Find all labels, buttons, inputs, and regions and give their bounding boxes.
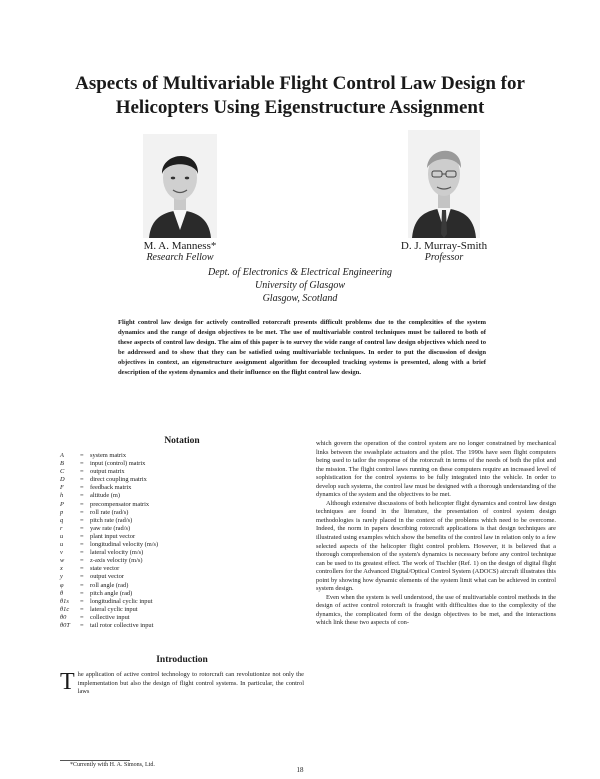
notation-equals: = <box>80 573 84 581</box>
notation-description: system matrix <box>90 452 127 459</box>
notation-equals: = <box>80 468 84 476</box>
notation-row <box>60 533 304 541</box>
notation-row <box>60 517 304 525</box>
notation-row <box>60 509 304 517</box>
notation-symbol: p <box>60 508 64 516</box>
author-block-manness <box>120 240 240 263</box>
notation-description: feedback matrix <box>90 484 132 492</box>
notation-symbol: D <box>60 476 65 484</box>
notation-equals: = <box>80 597 84 605</box>
notation-description: roll angle (rad) <box>90 581 129 589</box>
author-role: Research Fellow <box>146 252 214 263</box>
notation-row <box>60 622 304 630</box>
author-photo-manness <box>143 134 217 238</box>
title-line-2: Helicopters Using Eigenstructure Assignment <box>115 97 485 118</box>
drop-cap: T <box>60 669 75 695</box>
title-line-1: Aspects of Multivariable Flight Control Law Design for <box>75 73 525 94</box>
notation-row <box>60 484 304 492</box>
notation-symbol: θ1c <box>60 605 70 613</box>
notation-description: precompensator matrix <box>90 500 150 508</box>
notation-symbol: y <box>60 573 63 581</box>
notation-symbol: w <box>60 557 65 565</box>
notation-description: lateral velocity (m/s) <box>90 549 144 557</box>
notation-symbol: A <box>60 452 64 459</box>
notation-row <box>60 598 304 606</box>
paragraph: which govern the operation of the control system are no longer constrained by mechanical links between the swashplate actuators and the pilot. The 1990s have seen flight computers being used to tailor the response of the rotorcraft in terms of the needs of both the pilot and the mission. The flight control laws running on these computers require an increased level of sophistication for the control systems to be fully integrated into the vehicle. In order to develop such systems, the control law must be designed with a thorough understanding of the dynamics of the system and the objectives to be met. <box>316 440 556 499</box>
author-photo-murray-smith <box>408 130 480 238</box>
notation-symbol: θ <box>60 589 64 597</box>
notation-symbol: u <box>60 541 64 549</box>
notation-symbol: θ0 <box>60 613 67 621</box>
notation-equals: = <box>80 532 84 540</box>
notation-equals: = <box>80 516 84 524</box>
introduction-section <box>60 655 304 697</box>
notation-symbol: F <box>60 484 64 492</box>
paragraph: Although extensive discussions of both helicopter flight dynamics and control law design techniques are found in the literature, the presentation of control system design methodologies is rarely placed in the context of the problems which need to be overcome. Indeed, the norm in papers describing rotorcraft applications is that design techniques are illustrated using examples which show the benefits of the control law in relation only to a few selected aspects of the helicopter flight control problem. However, it is believed that a thorough comprehension of the system's dynamics is necessary before any control technique can be used to its greatest effect. The work of Tischler (Ref. 1) on the design of digital flight controllers for the Advanced Digital/Optical Control System (ADOCS) aircraft illustrates this point by showing how dynamic elements of the system limit what can be achieved in control system design. <box>316 499 556 593</box>
notation-symbol: φ <box>60 581 64 589</box>
notation-row <box>60 606 304 614</box>
notation-row <box>60 614 304 622</box>
notation-description: lateral cyclic input <box>90 605 138 613</box>
notation-description: input (control) matrix <box>90 460 146 468</box>
notation-symbol: r <box>60 524 63 532</box>
notation-equals: = <box>80 557 84 565</box>
abstract: Flight control law design for actively controlled rotorcraft presents difficult problems due to the complexities of the system dynamics and the range of design objectives to be met. The use of multivariable control techniques must be tailored to both of these aspects of control law design. The aim of this paper is to survey the wide range of control law design objectives which need to be addressed and to show that they can be satisfied using multivariable techniques. In order to put the discussion of design objectives in context, an eigenstructure assignment algorithm for decoupled tracking systems is presented, along with a brief description of the system dynamics and their influence on the flight control law design. <box>118 319 486 376</box>
notation-row <box>60 452 304 460</box>
notation-equals: = <box>80 492 84 500</box>
notation-description: plant input vector <box>90 532 136 540</box>
paragraph: Even when the system is well understood, the use of multivariable control methods in the design of active control rotorcraft is fraught with difficulties due to the complexity of the dynamics, the complicated form of the design objectives to be met, and the interactions which link these two aspects of con- <box>316 593 556 627</box>
notation-row <box>60 468 304 476</box>
notation-description: roll rate (rad/s) <box>90 508 129 516</box>
notation-description: state vector <box>90 565 120 573</box>
notation-section <box>60 436 304 630</box>
notation-row <box>60 460 304 468</box>
affiliation <box>150 266 450 305</box>
notation-row <box>60 549 304 557</box>
notation-list <box>60 452 304 630</box>
notation-symbol: θ0T <box>60 621 70 629</box>
notation-description: tail rotor collective input <box>90 621 154 629</box>
footnote-rule <box>60 760 130 761</box>
author-block-murray-smith <box>384 240 504 263</box>
author-name: D. J. Murray-Smith <box>400 240 488 252</box>
notation-row <box>60 582 304 590</box>
portrait-image <box>408 130 480 238</box>
notation-equals: = <box>80 605 84 613</box>
notation-equals: = <box>80 581 84 589</box>
notation-equals: = <box>80 460 84 468</box>
notation-equals: = <box>80 589 84 597</box>
notation-description: longitudinal velocity (m/s) <box>90 541 159 549</box>
notation-row <box>60 501 304 509</box>
notation-equals: = <box>80 565 84 573</box>
notation-description: direct coupling matrix <box>90 476 147 484</box>
notation-symbol: v <box>60 549 63 557</box>
notation-equals: = <box>80 476 84 484</box>
notation-description: longitudinal cyclic input <box>90 597 153 605</box>
notation-symbol: h <box>60 492 64 500</box>
footnote: *Currently with H. A. Simons, Ltd. <box>70 762 155 768</box>
notation-equals: = <box>80 452 84 459</box>
paper-title <box>40 72 560 120</box>
notation-description: pitch angle (rad) <box>90 589 133 597</box>
notation-symbol: C <box>60 468 65 476</box>
notation-row <box>60 541 304 549</box>
notation-heading: Notation <box>164 436 200 446</box>
notation-equals: = <box>80 549 84 557</box>
notation-equals: = <box>80 621 84 629</box>
notation-symbol: x <box>60 565 63 573</box>
notation-row <box>60 565 304 573</box>
page-number: 18 <box>296 766 304 774</box>
notation-description: altitude (m) <box>90 492 120 500</box>
notation-symbol: q <box>60 516 64 524</box>
notation-equals: = <box>80 500 84 508</box>
notation-equals: = <box>80 524 84 532</box>
notation-symbol: P <box>60 500 64 508</box>
notation-description: output matrix <box>90 468 125 476</box>
notation-row <box>60 557 304 565</box>
author-role: Professor <box>424 252 464 263</box>
affiliation-university: University of Glasgow <box>255 280 345 291</box>
author-name: M. A. Manness* <box>143 240 217 252</box>
affiliation-location: Glasgow, Scotland <box>262 293 338 304</box>
notation-symbol: u <box>60 532 64 540</box>
notation-symbol: B <box>60 460 64 468</box>
introduction-body <box>60 671 304 697</box>
notation-row <box>60 573 304 581</box>
notation-equals: = <box>80 508 84 516</box>
introduction-heading: Introduction <box>156 655 208 665</box>
right-column <box>316 440 556 628</box>
notation-row <box>60 476 304 484</box>
notation-row <box>60 590 304 598</box>
notation-description: yaw rate (rad/s) <box>90 524 131 532</box>
notation-equals: = <box>80 613 84 621</box>
notation-description: output vector <box>90 573 124 581</box>
notation-description: collective input <box>90 613 130 621</box>
notation-row <box>60 525 304 533</box>
notation-description: z-axis velocity (m/s) <box>90 557 143 565</box>
introduction-text: he application of active control technology to rotorcraft can revolutionize not only the implementation but also the design of flight control systems. In particular, the control laws <box>77 671 304 696</box>
notation-description: pitch rate (rad/s) <box>90 516 133 524</box>
portrait-image <box>143 134 217 238</box>
notation-row <box>60 492 304 500</box>
affiliation-dept: Dept. of Electronics & Electrical Engineering <box>207 267 393 278</box>
notation-symbol: θ1s <box>60 597 69 605</box>
notation-equals: = <box>80 541 84 549</box>
notation-equals: = <box>80 484 84 492</box>
